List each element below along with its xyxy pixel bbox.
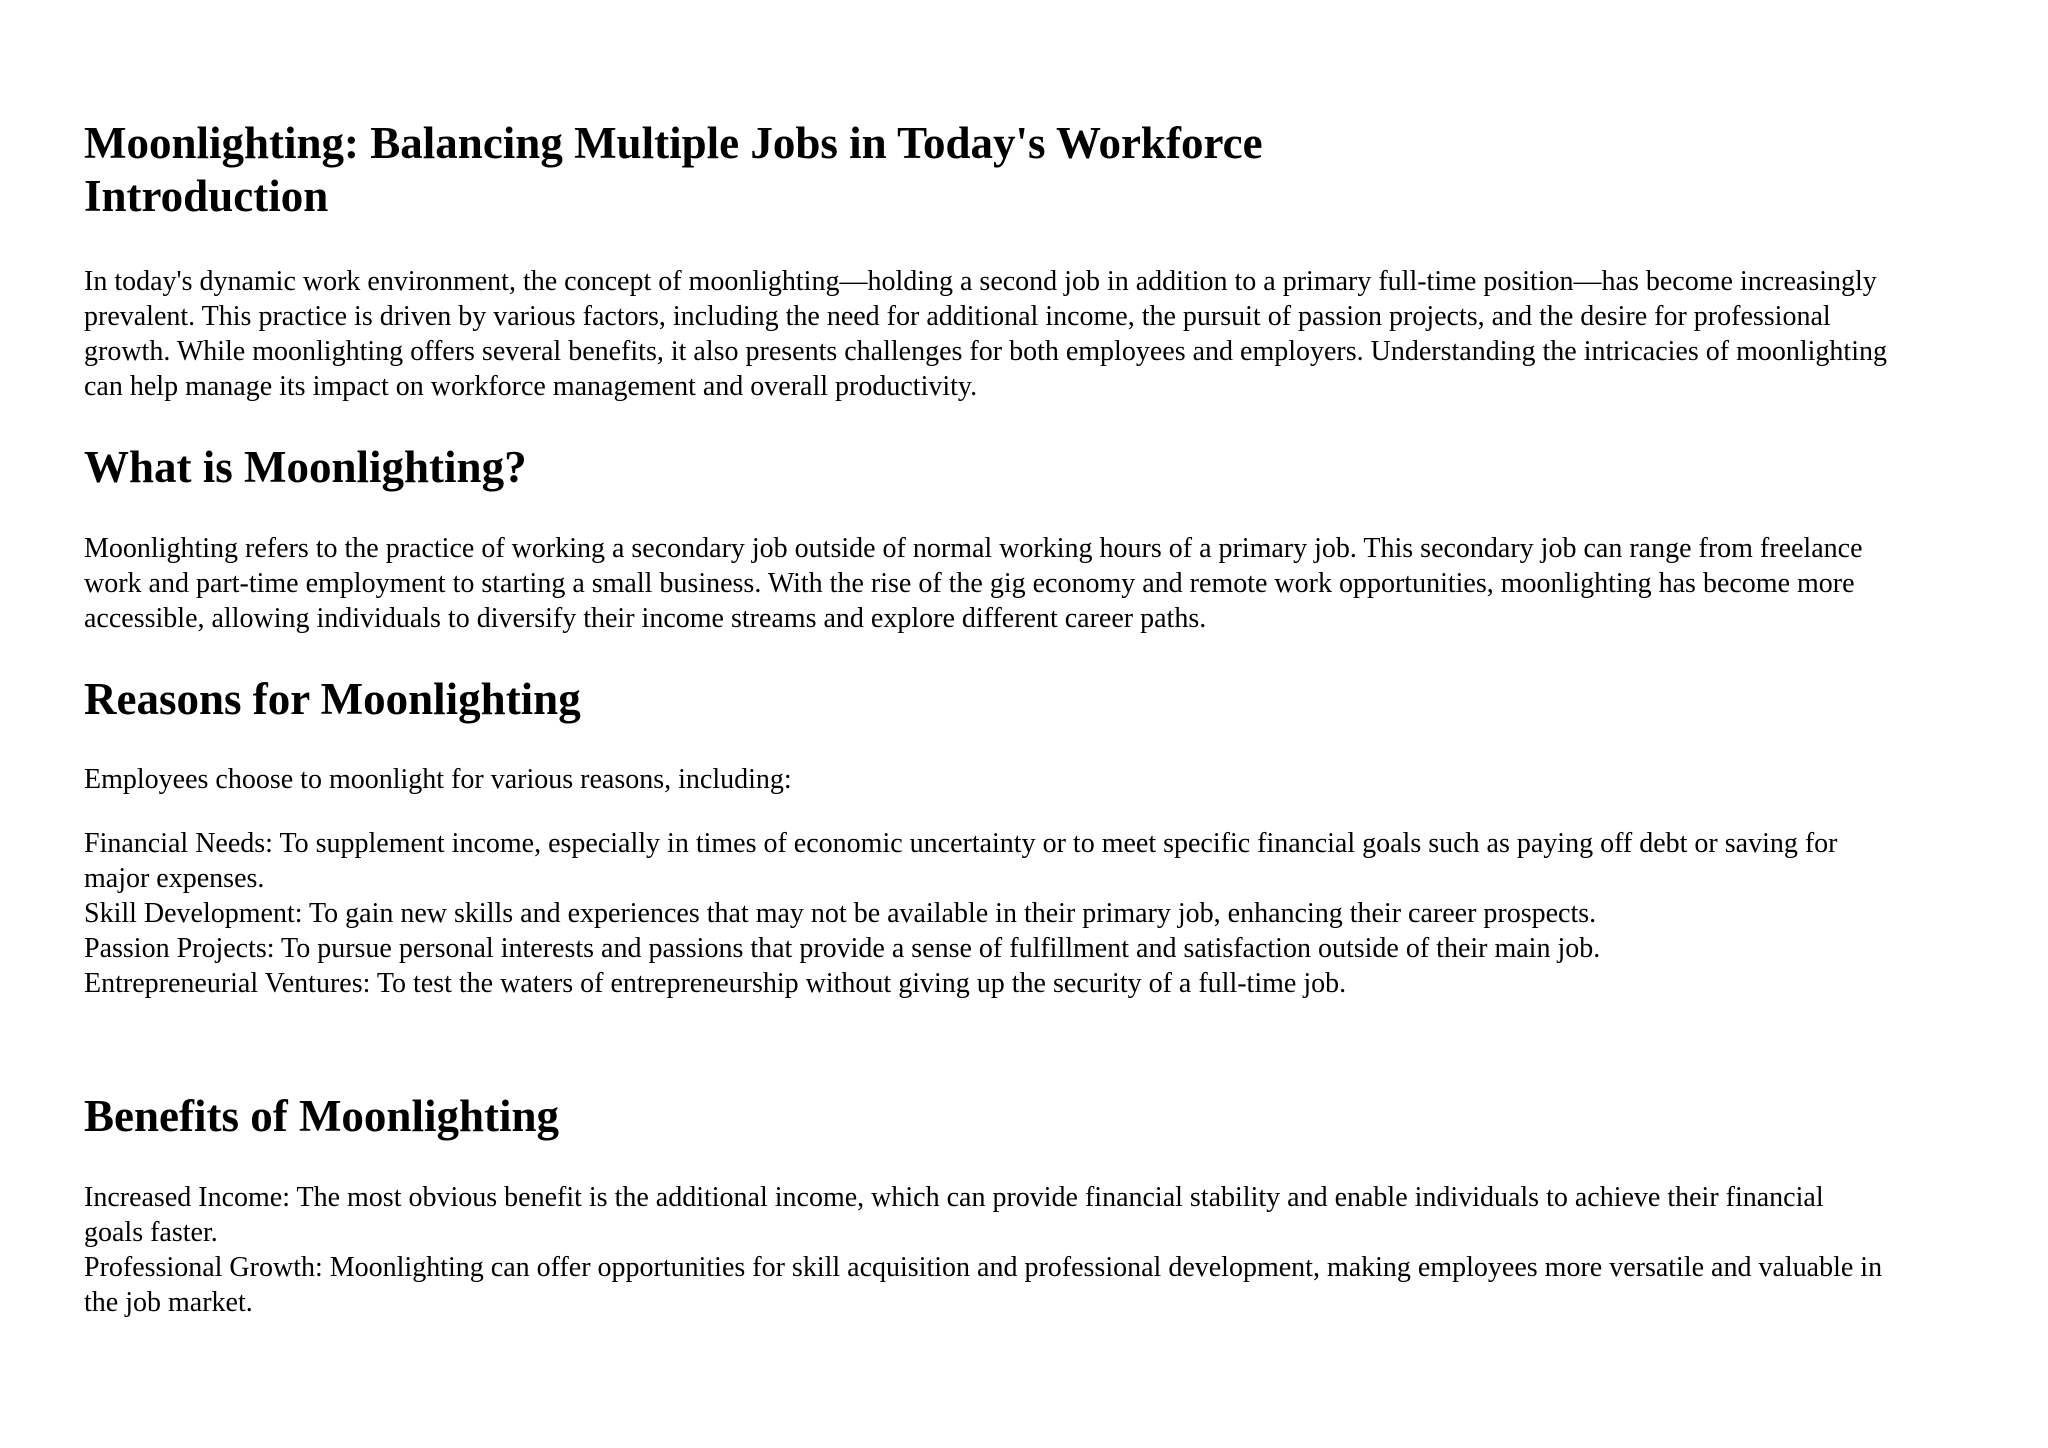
what-is-paragraph [84,531,1996,636]
list-item-line: goals faster. [84,1217,218,1248]
list-item [84,1180,1996,1250]
document-title: Moonlighting: Balancing Multiple Jobs in Today's Workforce [84,118,1263,168]
list-item: Passion Projects: To pursue personal interests and passions that provide a sense of fulfillment and satisfaction outside of their main job. [84,933,1601,964]
list-item-line: Financial Needs: To supplement income, especially in times of economic uncertainty or to meet specific financial goals such as paying off debt or saving for [84,828,1838,859]
intro-line: prevalent. This practice is driven by various factors, including the need for additional income, the pursuit of passion projects, and the desire for professional [84,301,1831,332]
document-page [84,0,1996,1448]
intro-heading: Introduction [84,171,329,221]
intro-line: growth. While moonlighting offers several benefits, it also presents challenges for both employees and employers. Understanding the intricacies of moonlighting [84,336,1887,367]
list-item [84,826,1996,896]
what-is-line: work and part-time employment to starting a small business. With the rise of the gig economy and remote work opportunities, moonlighting has become more [84,568,1855,599]
list-item-line: major expenses. [84,863,265,894]
document-title-block [84,117,1263,223]
intro-line: can help manage its impact on workforce management and overall productivity. [84,371,978,402]
what-is-line: accessible, allowing individuals to diversify their income streams and explore different career paths. [84,603,1207,634]
benefits-list [84,1180,1996,1320]
reasons-list [84,826,1996,1001]
reasons-intro: Employees choose to moonlight for various reasons, including: [84,764,792,795]
list-item-line: Increased Income: The most obvious benefit is the additional income, which can provide financial stability and enable individuals to achieve their financial [84,1182,1824,1213]
what-is-heading: What is Moonlighting? [84,442,527,492]
list-item: Entrepreneurial Ventures: To test the waters of entrepreneurship without giving up the security of a full-time job. [84,968,1347,999]
intro-line: In today's dynamic work environment, the concept of moonlighting—holding a second job in addition to a primary full-time position—has become increasingly [84,266,1877,297]
intro-paragraph [84,264,1996,404]
benefits-heading: Benefits of Moonlighting [84,1091,560,1141]
list-item: Skill Development: To gain new skills and experiences that may not be available in their primary job, enhancing their career prospects. [84,898,1597,929]
what-is-line: Moonlighting refers to the practice of working a secondary job outside of normal working hours of a primary job. This secondary job can range from freelance [84,533,1863,564]
list-item [84,1250,1996,1320]
reasons-heading: Reasons for Moonlighting [84,674,581,724]
list-item-line: the job market. [84,1287,253,1318]
list-item-line: Professional Growth: Moonlighting can offer opportunities for skill acquisition and professional development, making employees more versatile and valuable in [84,1252,1883,1283]
